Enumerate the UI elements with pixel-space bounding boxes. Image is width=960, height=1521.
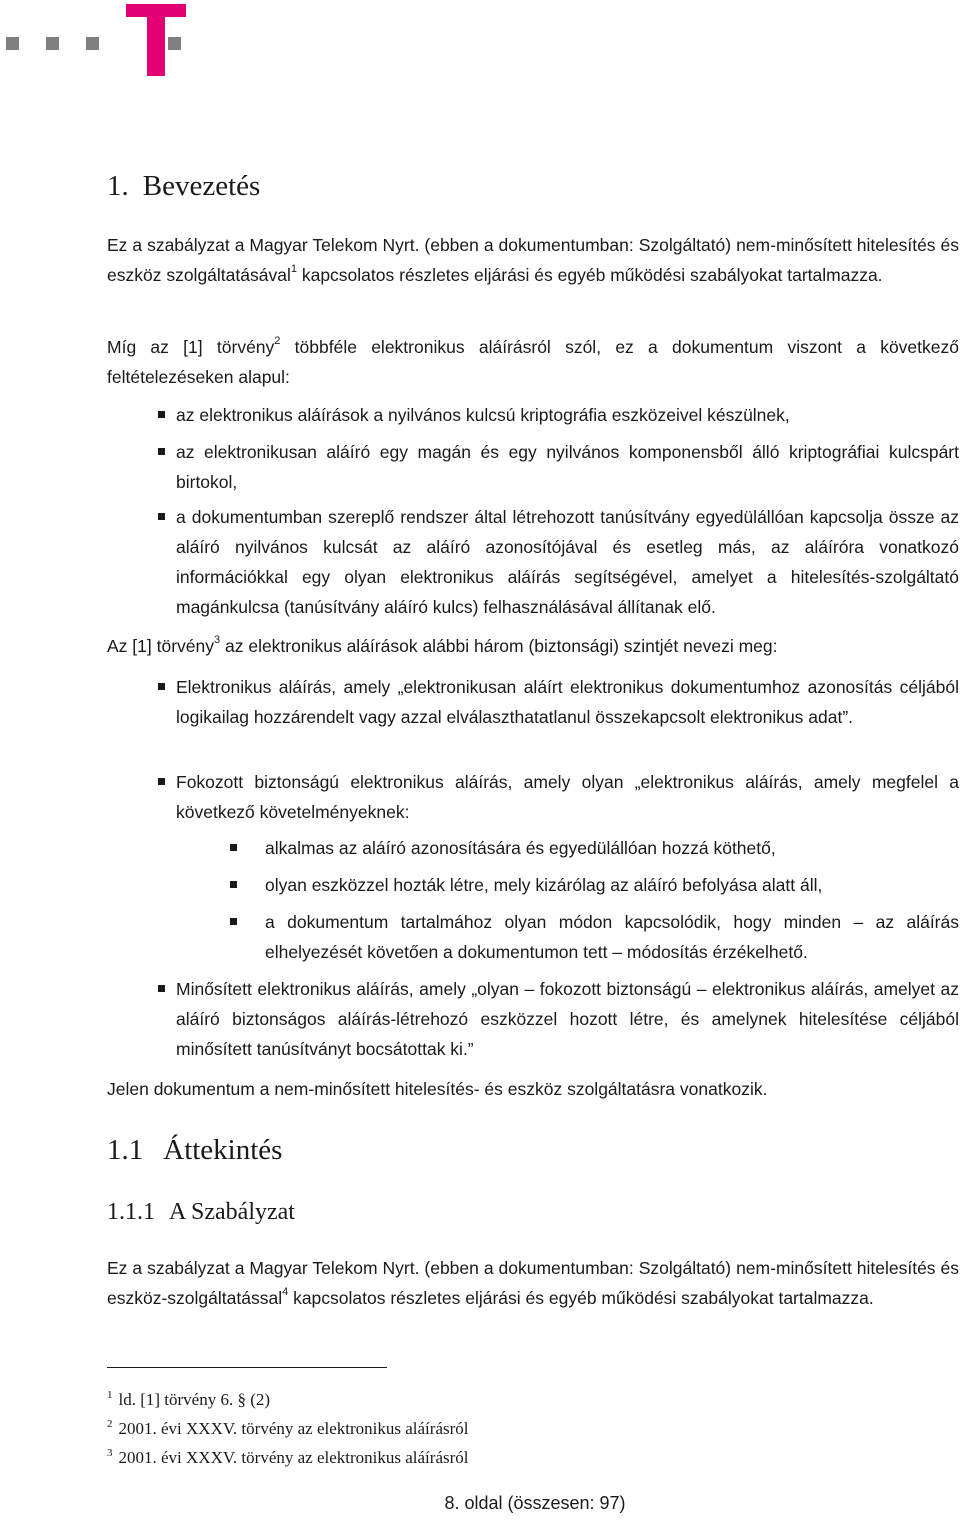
closing-paragraph: Jelen dokumentum a nem-minősített hitelesítés- és eszköz szolgáltatásra vonatkozik.	[107, 1079, 768, 1099]
footnote-ref: 2	[274, 335, 281, 347]
telekom-logo	[0, 0, 200, 80]
bullet-icon	[230, 844, 237, 851]
assumptions-intro: Míg az [1] törvény$^2$ többféle elektronikus aláírásról szól, ez a dokumentum viszont a következő feltételezéseken alapul:	[107, 335, 959, 387]
levels-intro: Az [1] törvény$^3$ az elektronikus aláírások alábbi három (biztonsági) szintjét nevezi meg:	[107, 634, 778, 656]
section-title: Bevezetés	[142, 170, 261, 202]
footnote: $^1$ ld. [1] törvény 6. § (2)	[107, 1389, 271, 1409]
logo-dot	[46, 37, 59, 50]
bullet-icon	[158, 513, 165, 520]
bullet-icon	[158, 448, 165, 455]
section-heading-1	[107, 170, 260, 203]
footnote-ref: 3	[214, 634, 221, 646]
section-heading-1-1: 1.1 Áttekintés	[107, 1134, 283, 1166]
list-item: Minősített elektronikus aláírás, amely „olyan – fokozott biztonságú – elektronikus aláírás, amelyet az aláíró biztonságos aláírás-létrehozó eszközzel hozott létre, és amelynek hitelesítése céljából minősített tanúsítványt bocsátottak ki.”	[176, 974, 959, 1064]
footnote: $^2$ 2001. évi XXXV. törvény az elektronikus aláírásról	[107, 1418, 469, 1438]
section-number: 1.	[107, 170, 129, 202]
logo-dot	[86, 37, 99, 50]
intro-paragraph: Ez a szabályzat a Magyar Telekom Nyrt. (ebben a dokumentumban: Szolgáltató) nem-minősített hitelesítés és eszköz szolgáltatásával$^1$ kapcsolatos részletes eljárási és egyéb működési szabályokat tartalmazza.	[107, 235, 959, 285]
logo-dot	[6, 37, 19, 50]
sub-list-item: alkalmas az aláíró azonosítására és egyedülállóan hozzá köthető,	[265, 833, 959, 863]
bullet-icon	[158, 683, 165, 690]
bullet-icon	[158, 778, 165, 785]
page-number: 8. oldal (összesen: 97)	[444, 1493, 626, 1513]
footnote-divider	[107, 1367, 387, 1368]
list-item: a dokumentumban szereplő rendszer által létrehozott tanúsítvány egyedülállóan kapcsolja össze az aláíró nyilvános kulcsát az aláíró azonosítójával és esetleg más, az aláíróra vonatkozó információkkal egy olyan elektronikus aláírás segítségével, amelyet a hitelesítés-szolgáltató magánkulcsa (tanúsítvány aláíró kulcs) felhasználásával állítanak elő.	[176, 502, 959, 622]
bullet-icon	[158, 985, 165, 992]
sub-list-item: olyan eszközzel hozták létre, mely kizárólag az aláíró befolyása alatt áll,	[265, 870, 959, 900]
policy-paragraph: Ez a szabályzat a Magyar Telekom Nyrt. (ebben a dokumentumban: Szolgáltató) nem-minősített hitelesítés és eszköz-szolgáltatással$^4$ kapcsolatos részletes eljárási és egyéb működési szabályokat tartalmazza.	[107, 1258, 959, 1308]
sub-list-item: a dokumentum tartalmához olyan módon kapcsolódik, hogy minden – az aláírás elhelyezését követően a dokumentumon tett – módosítás érzékelhető.	[265, 907, 959, 967]
list-item: Fokozott biztonságú elektronikus aláírás, amely olyan „elektronikus aláírás, amely megfelel a következő követelményeknek:	[176, 767, 959, 827]
section-heading-1-1-1: 1.1.1 A Szabályzat	[107, 1199, 295, 1225]
list-item: az elektronikusan aláíró egy magán és egy nyilvános komponensből álló kriptográfiai kulcspárt birtokol,	[176, 437, 959, 497]
footnote-ref: 4	[282, 1286, 289, 1298]
footnote: $^3$ 2001. évi XXXV. törvény az elektronikus aláírásról	[107, 1447, 469, 1467]
bullet-icon	[230, 881, 237, 888]
bullet-icon	[158, 411, 165, 418]
logo-dot	[168, 37, 181, 50]
bullet-icon	[230, 918, 237, 925]
list-item: Elektronikus aláírás, amely „elektronikusan aláírt elektronikus dokumentumhoz azonosítás céljából logikailag hozzárendelt vagy azzal elválaszthatatlanul összekapcsolt elektronikus adat”.	[176, 672, 959, 732]
footnote-ref: 1	[290, 263, 297, 275]
page-footer	[0, 1493, 960, 1514]
list-item: az elektronikus aláírások a nyilvános kulcsú kriptográfia eszközeivel készülnek,	[176, 400, 959, 430]
